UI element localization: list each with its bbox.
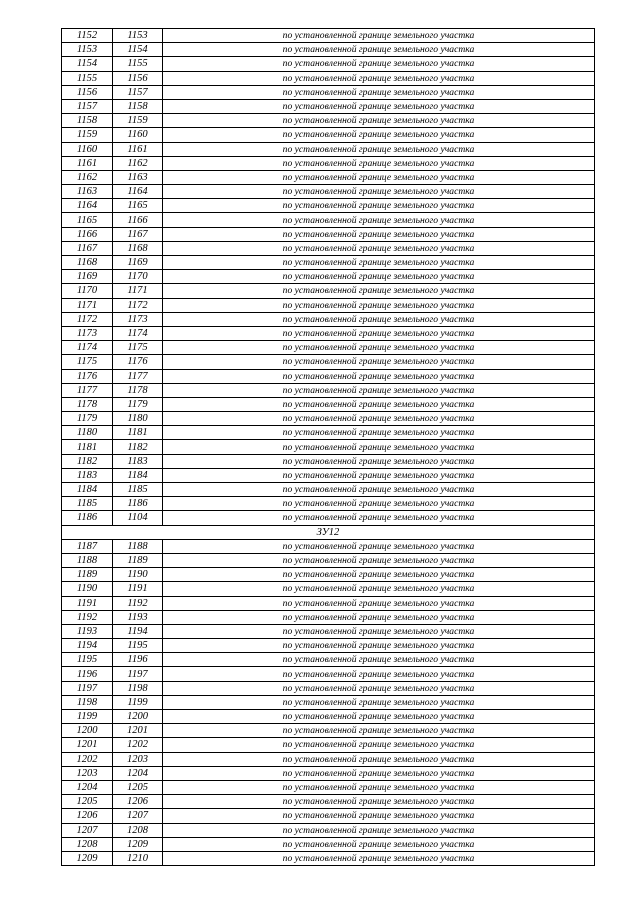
table-row bbox=[62, 71, 595, 85]
boundary-description-cell: по установленной границе земельного участка bbox=[163, 256, 595, 270]
point-from-cell: 1176 bbox=[62, 369, 113, 383]
boundary-description-cell: по установленной границе земельного участка bbox=[163, 568, 595, 582]
boundary-description-cell: по установленной границе земельного участка bbox=[163, 99, 595, 113]
table-row bbox=[62, 156, 595, 170]
point-to-cell: 1175 bbox=[113, 341, 163, 355]
boundary-description-cell: по установленной границе земельного участка bbox=[163, 397, 595, 411]
point-from-cell: 1187 bbox=[62, 539, 113, 553]
boundary-description-cell: по установленной границе земельного участка bbox=[163, 653, 595, 667]
boundary-description-cell: по установленной границе земельного участка bbox=[163, 780, 595, 794]
point-to-cell: 1170 bbox=[113, 270, 163, 284]
point-from-cell: 1159 bbox=[62, 128, 113, 142]
point-to-cell: 1200 bbox=[113, 710, 163, 724]
point-to-cell: 1207 bbox=[113, 809, 163, 823]
table-row bbox=[62, 99, 595, 113]
table-row bbox=[62, 270, 595, 284]
point-to-cell: 1188 bbox=[113, 539, 163, 553]
section-header-row bbox=[62, 525, 595, 539]
boundary-description-cell: по установленной границе земельного участка bbox=[163, 837, 595, 851]
point-from-cell: 1164 bbox=[62, 199, 113, 213]
boundary-description-cell: по установленной границе земельного участка bbox=[163, 284, 595, 298]
point-to-cell: 1177 bbox=[113, 369, 163, 383]
point-from-cell: 1166 bbox=[62, 227, 113, 241]
point-to-cell: 1190 bbox=[113, 568, 163, 582]
table-row bbox=[62, 695, 595, 709]
point-from-cell: 1195 bbox=[62, 653, 113, 667]
table-row bbox=[62, 355, 595, 369]
table-row bbox=[62, 284, 595, 298]
point-to-cell: 1183 bbox=[113, 454, 163, 468]
table-row bbox=[62, 752, 595, 766]
table-body bbox=[62, 29, 595, 866]
point-to-cell: 1204 bbox=[113, 766, 163, 780]
point-to-cell: 1197 bbox=[113, 667, 163, 681]
point-to-cell: 1163 bbox=[113, 170, 163, 184]
table-row bbox=[62, 298, 595, 312]
boundary-description-cell: по установленной границе земельного участка bbox=[163, 639, 595, 653]
point-from-cell: 1168 bbox=[62, 256, 113, 270]
point-to-cell: 1173 bbox=[113, 312, 163, 326]
boundary-description-cell: по установленной границе земельного участка bbox=[163, 483, 595, 497]
table-row bbox=[62, 454, 595, 468]
point-from-cell: 1204 bbox=[62, 780, 113, 794]
table-row bbox=[62, 57, 595, 71]
point-from-cell: 1186 bbox=[62, 511, 113, 525]
table-row bbox=[62, 710, 595, 724]
point-from-cell: 1153 bbox=[62, 43, 113, 57]
point-from-cell: 1200 bbox=[62, 724, 113, 738]
boundary-description-cell: по установленной границе земельного участка bbox=[163, 114, 595, 128]
point-to-cell: 1208 bbox=[113, 823, 163, 837]
point-from-cell: 1152 bbox=[62, 29, 113, 43]
point-from-cell: 1182 bbox=[62, 454, 113, 468]
boundary-description-cell: по установленной границе земельного участка bbox=[163, 71, 595, 85]
point-to-cell: 1205 bbox=[113, 780, 163, 794]
point-to-cell: 1189 bbox=[113, 553, 163, 567]
point-from-cell: 1175 bbox=[62, 355, 113, 369]
boundary-description-cell: по установленной границе земельного участка bbox=[163, 766, 595, 780]
boundary-description-cell: по установленной границе земельного участка bbox=[163, 312, 595, 326]
point-from-cell: 1181 bbox=[62, 440, 113, 454]
point-from-cell: 1201 bbox=[62, 738, 113, 752]
boundary-description-cell: по установленной границе земельного участка bbox=[163, 695, 595, 709]
boundary-description-cell: по установленной границе земельного участка bbox=[163, 511, 595, 525]
point-to-cell: 1174 bbox=[113, 326, 163, 340]
point-to-cell: 1198 bbox=[113, 681, 163, 695]
boundary-description-cell: по установленной границе земельного участка bbox=[163, 823, 595, 837]
table-row bbox=[62, 142, 595, 156]
point-to-cell: 1195 bbox=[113, 639, 163, 653]
point-to-cell: 1168 bbox=[113, 241, 163, 255]
point-to-cell: 1158 bbox=[113, 99, 163, 113]
table-row bbox=[62, 553, 595, 567]
boundary-description-cell: по установленной границе земельного участка bbox=[163, 752, 595, 766]
boundary-description-cell: по установленной границе земельного участка bbox=[163, 539, 595, 553]
table-row bbox=[62, 114, 595, 128]
table-row bbox=[62, 43, 595, 57]
boundary-points-table bbox=[61, 28, 595, 866]
table-row bbox=[62, 568, 595, 582]
point-from-cell: 1199 bbox=[62, 710, 113, 724]
section-title: ЗУ12 bbox=[62, 525, 595, 539]
table-row bbox=[62, 170, 595, 184]
table-row bbox=[62, 256, 595, 270]
boundary-description-cell: по установленной границе земельного участка bbox=[163, 596, 595, 610]
point-to-cell: 1167 bbox=[113, 227, 163, 241]
point-from-cell: 1180 bbox=[62, 426, 113, 440]
table-row bbox=[62, 483, 595, 497]
table-row bbox=[62, 341, 595, 355]
point-from-cell: 1156 bbox=[62, 85, 113, 99]
table-row bbox=[62, 624, 595, 638]
point-from-cell: 1179 bbox=[62, 412, 113, 426]
point-from-cell: 1194 bbox=[62, 639, 113, 653]
table-row bbox=[62, 241, 595, 255]
point-from-cell: 1178 bbox=[62, 397, 113, 411]
boundary-description-cell: по установленной границе земельного участка bbox=[163, 624, 595, 638]
boundary-description-cell: по установленной границе земельного участка bbox=[163, 681, 595, 695]
point-from-cell: 1172 bbox=[62, 312, 113, 326]
boundary-description-cell: по установленной границе земельного участка bbox=[163, 156, 595, 170]
boundary-description-cell: по установленной границе земельного участка bbox=[163, 710, 595, 724]
table-row bbox=[62, 582, 595, 596]
point-from-cell: 1185 bbox=[62, 497, 113, 511]
point-to-cell: 1210 bbox=[113, 851, 163, 865]
table-row bbox=[62, 610, 595, 624]
point-from-cell: 1203 bbox=[62, 766, 113, 780]
boundary-description-cell: по установленной границе земельного участка bbox=[163, 85, 595, 99]
point-from-cell: 1189 bbox=[62, 568, 113, 582]
point-from-cell: 1177 bbox=[62, 383, 113, 397]
boundary-description-cell: по установленной границе земельного участка bbox=[163, 610, 595, 624]
point-to-cell: 1180 bbox=[113, 412, 163, 426]
boundary-description-cell: по установленной границе земельного участка bbox=[163, 298, 595, 312]
point-to-cell: 1185 bbox=[113, 483, 163, 497]
table-row bbox=[62, 809, 595, 823]
boundary-description-cell: по установленной границе земельного участка bbox=[163, 369, 595, 383]
point-to-cell: 1154 bbox=[113, 43, 163, 57]
point-from-cell: 1198 bbox=[62, 695, 113, 709]
boundary-description-cell: по установленной границе земельного участка bbox=[163, 227, 595, 241]
point-from-cell: 1157 bbox=[62, 99, 113, 113]
boundary-description-cell: по установленной границе земельного участка bbox=[163, 241, 595, 255]
point-to-cell: 1161 bbox=[113, 142, 163, 156]
point-to-cell: 1162 bbox=[113, 156, 163, 170]
boundary-description-cell: по установленной границе земельного участка bbox=[163, 724, 595, 738]
boundary-description-cell: по установленной границе земельного участка bbox=[163, 795, 595, 809]
point-to-cell: 1157 bbox=[113, 85, 163, 99]
point-from-cell: 1155 bbox=[62, 71, 113, 85]
point-from-cell: 1184 bbox=[62, 483, 113, 497]
point-to-cell: 1179 bbox=[113, 397, 163, 411]
point-from-cell: 1163 bbox=[62, 185, 113, 199]
boundary-description-cell: по установленной границе земельного участка bbox=[163, 851, 595, 865]
point-to-cell: 1206 bbox=[113, 795, 163, 809]
table-row bbox=[62, 823, 595, 837]
point-from-cell: 1192 bbox=[62, 610, 113, 624]
point-to-cell: 1166 bbox=[113, 213, 163, 227]
boundary-description-cell: по установленной границе земельного участка bbox=[163, 383, 595, 397]
point-from-cell: 1207 bbox=[62, 823, 113, 837]
table-row bbox=[62, 468, 595, 482]
boundary-description-cell: по установленной границе земельного участка bbox=[163, 454, 595, 468]
boundary-description-cell: по установленной границе земельного участка bbox=[163, 57, 595, 71]
point-to-cell: 1199 bbox=[113, 695, 163, 709]
point-from-cell: 1191 bbox=[62, 596, 113, 610]
table-row bbox=[62, 795, 595, 809]
point-to-cell: 1176 bbox=[113, 355, 163, 369]
point-from-cell: 1196 bbox=[62, 667, 113, 681]
boundary-description-cell: по установленной границе земельного участка bbox=[163, 412, 595, 426]
point-to-cell: 1171 bbox=[113, 284, 163, 298]
point-to-cell: 1194 bbox=[113, 624, 163, 638]
table-row bbox=[62, 738, 595, 752]
point-from-cell: 1162 bbox=[62, 170, 113, 184]
point-to-cell: 1203 bbox=[113, 752, 163, 766]
point-from-cell: 1160 bbox=[62, 142, 113, 156]
table-row bbox=[62, 85, 595, 99]
point-to-cell: 1186 bbox=[113, 497, 163, 511]
table-row bbox=[62, 653, 595, 667]
table-row bbox=[62, 667, 595, 681]
table-row bbox=[62, 185, 595, 199]
boundary-description-cell: по установленной границе земельного участка bbox=[163, 355, 595, 369]
point-from-cell: 1161 bbox=[62, 156, 113, 170]
table-row bbox=[62, 397, 595, 411]
point-from-cell: 1171 bbox=[62, 298, 113, 312]
point-from-cell: 1158 bbox=[62, 114, 113, 128]
point-to-cell: 1165 bbox=[113, 199, 163, 213]
point-to-cell: 1164 bbox=[113, 185, 163, 199]
point-to-cell: 1209 bbox=[113, 837, 163, 851]
point-to-cell: 1181 bbox=[113, 426, 163, 440]
point-from-cell: 1202 bbox=[62, 752, 113, 766]
table-row bbox=[62, 539, 595, 553]
point-to-cell: 1104 bbox=[113, 511, 163, 525]
point-from-cell: 1154 bbox=[62, 57, 113, 71]
table-row bbox=[62, 412, 595, 426]
point-from-cell: 1170 bbox=[62, 284, 113, 298]
table-row bbox=[62, 383, 595, 397]
table-row bbox=[62, 681, 595, 695]
boundary-description-cell: по установленной границе земельного участка bbox=[163, 270, 595, 284]
point-to-cell: 1193 bbox=[113, 610, 163, 624]
boundary-description-cell: по установленной границе земельного участка bbox=[163, 468, 595, 482]
table-row bbox=[62, 837, 595, 851]
point-to-cell: 1201 bbox=[113, 724, 163, 738]
point-from-cell: 1183 bbox=[62, 468, 113, 482]
boundary-description-cell: по установленной границе земельного участка bbox=[163, 582, 595, 596]
point-from-cell: 1206 bbox=[62, 809, 113, 823]
point-to-cell: 1202 bbox=[113, 738, 163, 752]
boundary-description-cell: по установленной границе земельного участка bbox=[163, 29, 595, 43]
boundary-description-cell: по установленной границе земельного участка bbox=[163, 667, 595, 681]
point-from-cell: 1165 bbox=[62, 213, 113, 227]
table-row bbox=[62, 724, 595, 738]
boundary-description-cell: по установленной границе земельного участка bbox=[163, 43, 595, 57]
table-row bbox=[62, 766, 595, 780]
point-from-cell: 1208 bbox=[62, 837, 113, 851]
table-row bbox=[62, 851, 595, 865]
table-row bbox=[62, 199, 595, 213]
table-row bbox=[62, 213, 595, 227]
table-row bbox=[62, 639, 595, 653]
table-row bbox=[62, 596, 595, 610]
boundary-description-cell: по установленной границе земельного участка bbox=[163, 128, 595, 142]
table-row bbox=[62, 227, 595, 241]
point-from-cell: 1209 bbox=[62, 851, 113, 865]
point-from-cell: 1169 bbox=[62, 270, 113, 284]
table-row bbox=[62, 128, 595, 142]
boundary-description-cell: по установленной границе земельного участка bbox=[163, 142, 595, 156]
point-to-cell: 1192 bbox=[113, 596, 163, 610]
point-to-cell: 1191 bbox=[113, 582, 163, 596]
point-to-cell: 1172 bbox=[113, 298, 163, 312]
point-to-cell: 1184 bbox=[113, 468, 163, 482]
table-row bbox=[62, 326, 595, 340]
point-to-cell: 1160 bbox=[113, 128, 163, 142]
point-to-cell: 1159 bbox=[113, 114, 163, 128]
point-from-cell: 1190 bbox=[62, 582, 113, 596]
boundary-description-cell: по установленной границе земельного участка bbox=[163, 326, 595, 340]
table-row bbox=[62, 312, 595, 326]
boundary-description-cell: по установленной границе земельного участка bbox=[163, 341, 595, 355]
table-row bbox=[62, 511, 595, 525]
boundary-description-cell: по установленной границе земельного участка bbox=[163, 199, 595, 213]
table-row bbox=[62, 440, 595, 454]
boundary-description-cell: по установленной границе земельного участка bbox=[163, 440, 595, 454]
boundary-description-cell: по установленной границе земельного участка bbox=[163, 553, 595, 567]
table-row bbox=[62, 426, 595, 440]
point-from-cell: 1197 bbox=[62, 681, 113, 695]
point-from-cell: 1193 bbox=[62, 624, 113, 638]
point-to-cell: 1178 bbox=[113, 383, 163, 397]
point-from-cell: 1167 bbox=[62, 241, 113, 255]
point-from-cell: 1188 bbox=[62, 553, 113, 567]
boundary-description-cell: по установленной границе земельного участка bbox=[163, 738, 595, 752]
boundary-description-cell: по установленной границе земельного участка bbox=[163, 426, 595, 440]
point-from-cell: 1173 bbox=[62, 326, 113, 340]
boundary-description-cell: по установленной границе земельного участка bbox=[163, 213, 595, 227]
table-row bbox=[62, 369, 595, 383]
boundary-description-cell: по установленной границе земельного участка bbox=[163, 185, 595, 199]
table-row bbox=[62, 29, 595, 43]
boundary-description-cell: по установленной границе земельного участка bbox=[163, 497, 595, 511]
table-row bbox=[62, 780, 595, 794]
boundary-description-cell: по установленной границе земельного участка bbox=[163, 809, 595, 823]
table-row bbox=[62, 497, 595, 511]
boundary-description-cell: по установленной границе земельного участка bbox=[163, 170, 595, 184]
point-to-cell: 1169 bbox=[113, 256, 163, 270]
point-from-cell: 1174 bbox=[62, 341, 113, 355]
point-to-cell: 1156 bbox=[113, 71, 163, 85]
point-to-cell: 1182 bbox=[113, 440, 163, 454]
point-from-cell: 1205 bbox=[62, 795, 113, 809]
point-to-cell: 1153 bbox=[113, 29, 163, 43]
point-to-cell: 1155 bbox=[113, 57, 163, 71]
point-to-cell: 1196 bbox=[113, 653, 163, 667]
